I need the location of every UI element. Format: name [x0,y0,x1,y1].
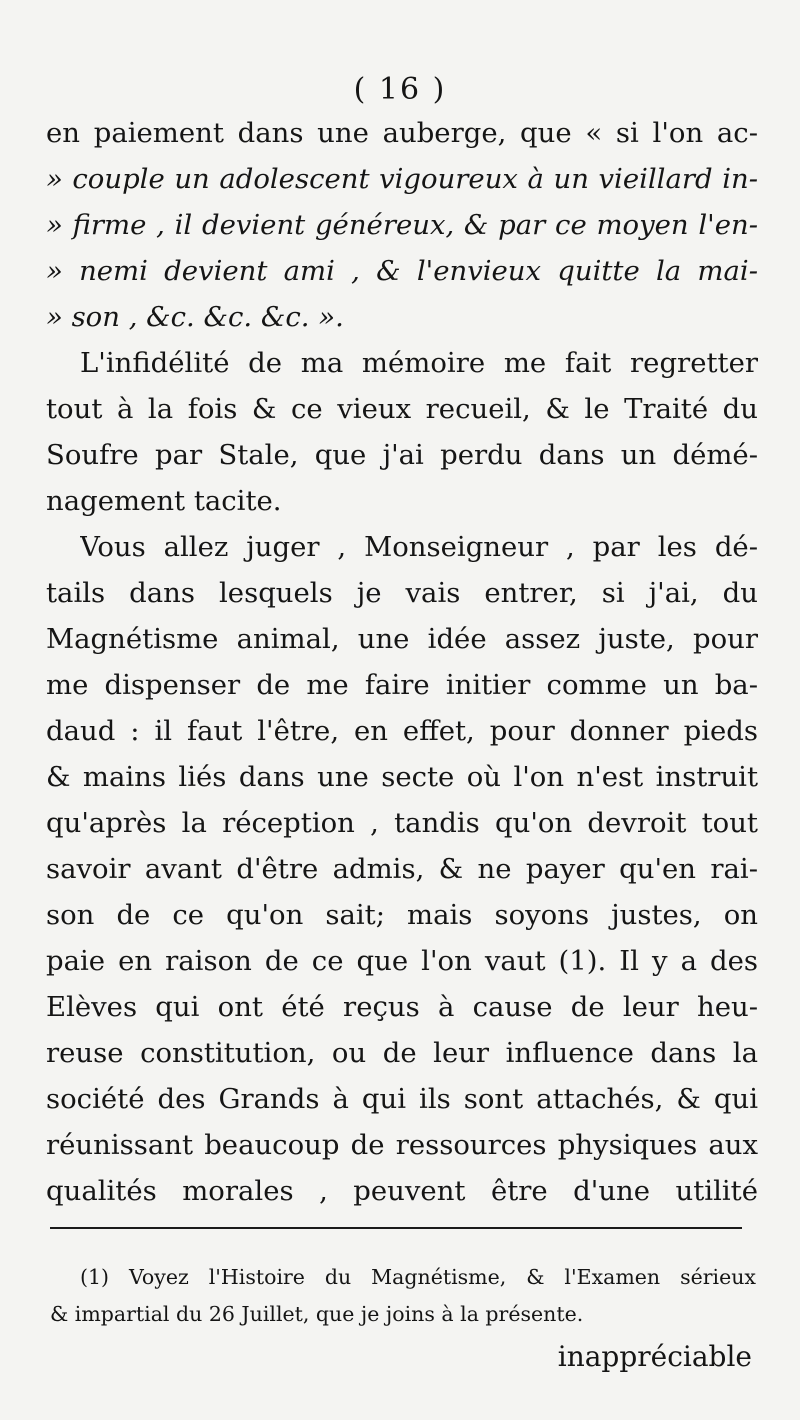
page-number: ( 16 ) [353,72,447,107]
text-line: & mains liés dans une secte où l'on n'est instruit [46,761,758,793]
footnote-line: & impartial du 26 Juillet, que je joins à la présente. [50,1302,584,1326]
text-line: » nemi devient ami , & l'envieux quitte la mai- [46,255,758,287]
text-line: daud : il faut l'être, en effet, pour donner pieds [46,715,758,747]
text-line: qu'après la réception , tandis qu'on devroit tout [46,807,758,839]
text-line: me dispenser de me faire initier comme un ba- [46,669,758,701]
text-line: tails dans lesquels je vais entrer, si j'ai, du [46,577,758,609]
text-line: tout à la fois & ce vieux recueil, & le Traité du [46,393,758,425]
text-line: paie en raison de ce que l'on vaut (1). Il y a des [46,945,758,977]
text-line: Magnétisme animal, une idée assez juste, pour [46,623,758,655]
text-line: société des Grands à qui ils sont attachés, & qui [46,1083,758,1115]
text-line: Soufre par Stale, que j'ai perdu dans un démé- [46,439,758,471]
text-line: savoir avant d'être admis, & ne payer qu'en rai- [46,853,758,885]
text-line: nagement tacite. [46,485,282,517]
text-line: » firme , il devient généreux, & par ce moyen l'en- [46,209,758,241]
footnote-divider [50,1227,742,1229]
text-line: L'infidélité de ma mémoire me fait regretter [80,347,758,379]
text-line: qualités morales , peuvent être d'une utilité [46,1175,758,1207]
text-line: en paiement dans une auberge, que « si l'on ac- [46,117,758,149]
text-line: » son , &c. &c. &c. ». [46,301,344,333]
text-line: » couple un adolescent vigoureux à un vieillard in- [46,163,758,195]
footnote-line: (1) Voyez l'Histoire du Magnétisme, & l'Examen sérieux [80,1265,756,1289]
text-line: reuse constitution, ou de leur influence dans la [46,1037,758,1069]
text-line: réunissant beaucoup de ressources physiques aux [46,1129,758,1161]
text-line: Elèves qui ont été reçus à cause de leur heu- [46,991,758,1023]
text-line: son de ce qu'on sait; mais soyons justes, on [46,899,758,931]
text-line: Vous allez juger , Monseigneur , par les dé- [80,531,758,563]
catchword: inappréciable [557,1340,752,1373]
